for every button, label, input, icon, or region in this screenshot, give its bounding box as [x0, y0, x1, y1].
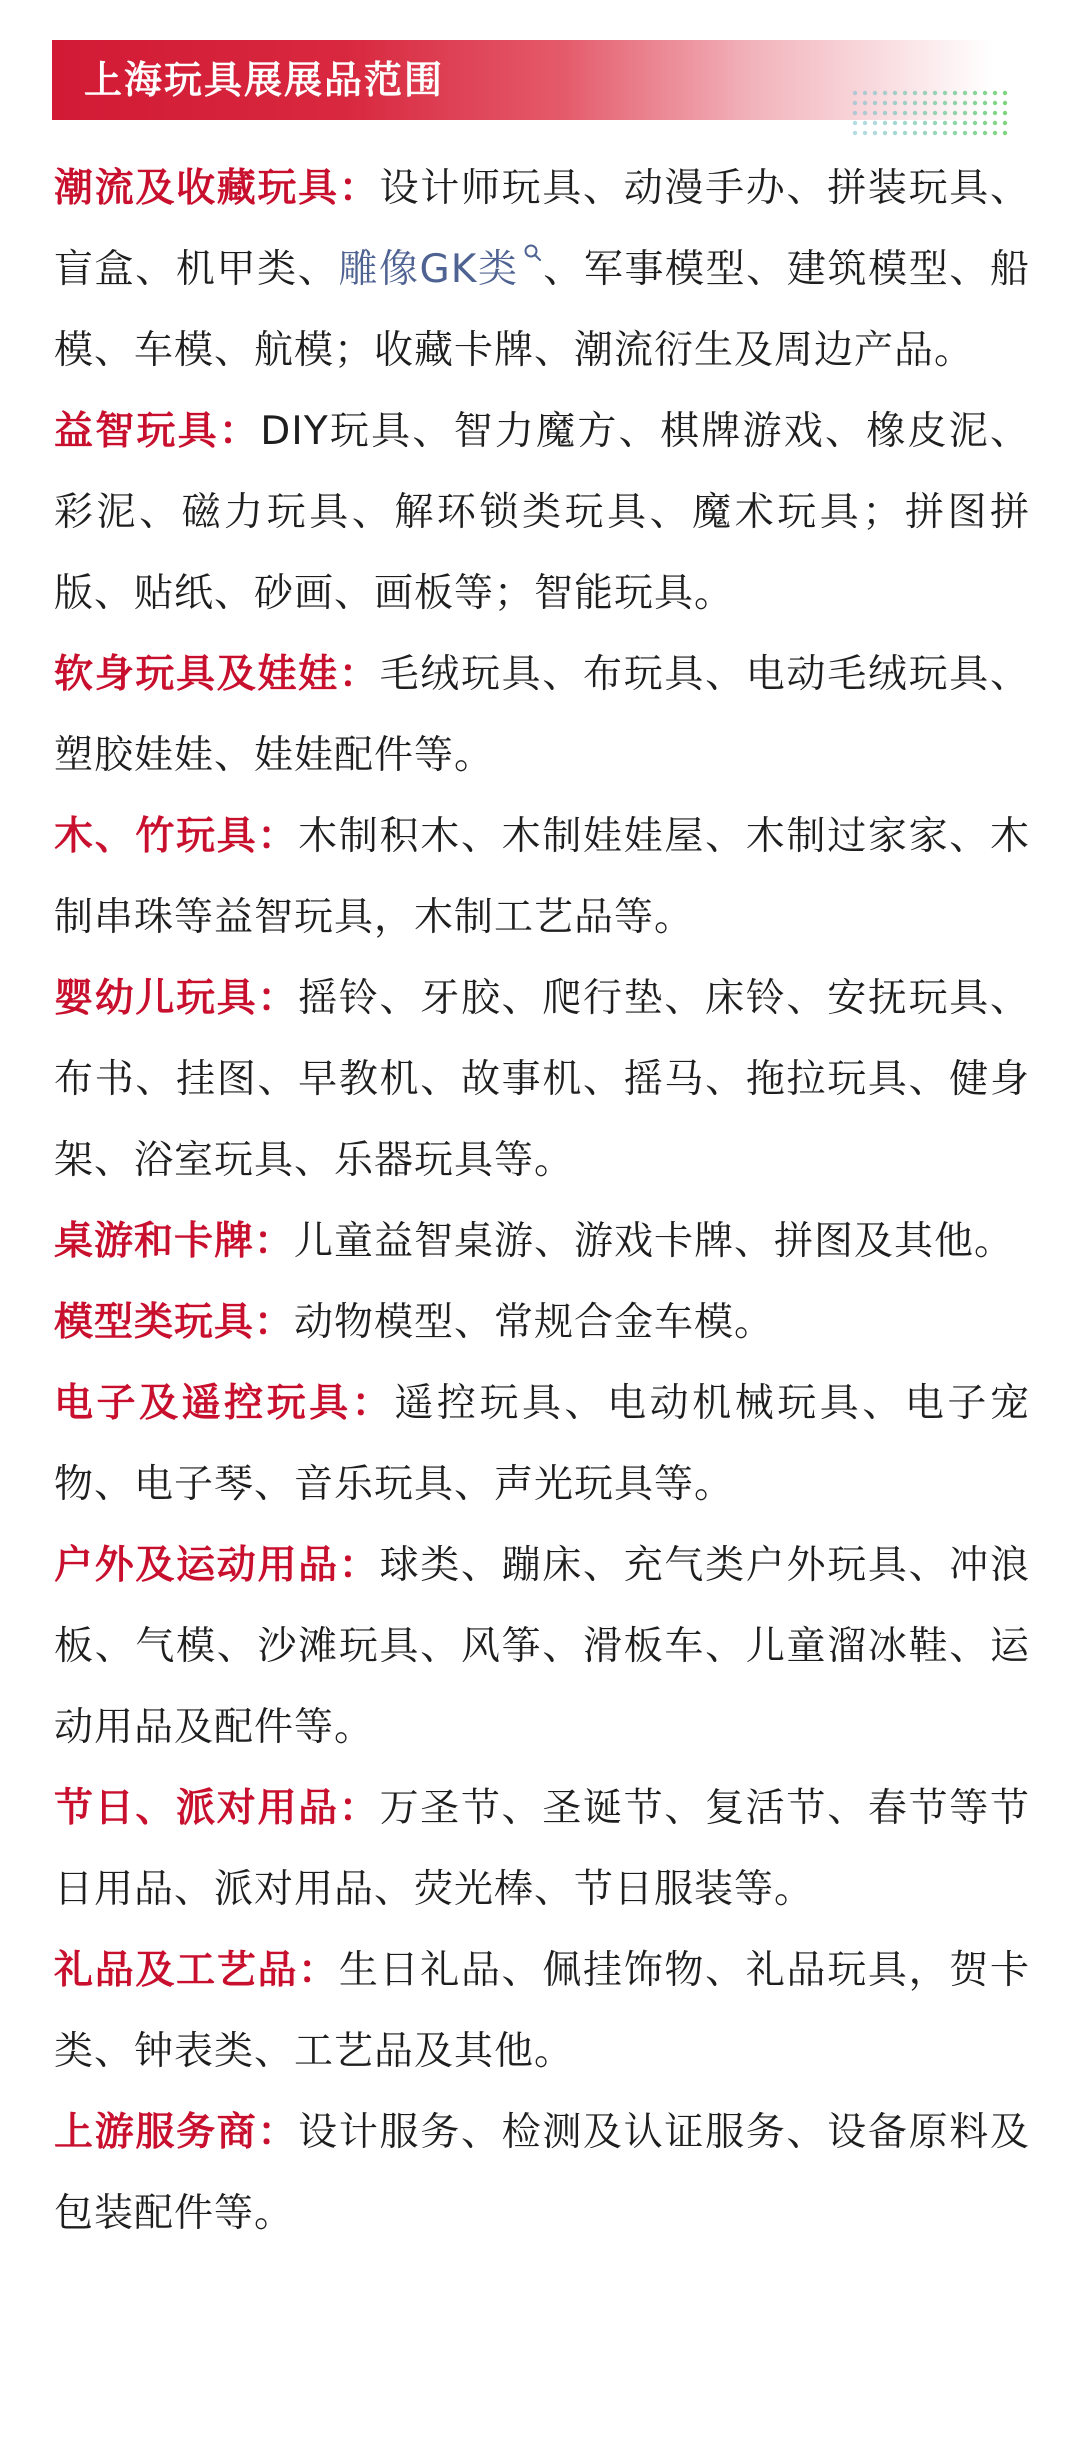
list-item-board-games-cards [54, 1201, 1030, 1282]
decorative-dot [953, 101, 957, 105]
decorative-dot [873, 131, 877, 135]
decorative-dot [963, 91, 967, 95]
list-item-infant-toys [54, 958, 1030, 1201]
decorative-dot [853, 111, 857, 115]
category-label: 潮流及收藏玩具： [54, 166, 380, 211]
decorative-dot [983, 111, 987, 115]
decorative-dot [933, 91, 937, 95]
decorative-dot [863, 121, 867, 125]
list-item-wood-bamboo-toys [54, 796, 1030, 958]
decorative-dot [873, 121, 877, 125]
decorative-dot [903, 121, 907, 125]
category-label: 上游服务商： [54, 2110, 299, 2155]
page-title: 上海玩具展展品范围 [84, 58, 445, 102]
decorative-dot [933, 121, 937, 125]
decorative-dot [923, 101, 927, 105]
list-item-outdoor-sports [54, 1525, 1030, 1768]
decorative-dot [993, 111, 997, 115]
category-description-continued: 、军事模型、建筑模型、船模、车模、航模；收藏卡牌、潮流衍生及周边产品。 [54, 247, 1030, 373]
category-label: 电子及遥控玩具： [54, 1381, 395, 1426]
decorative-dot [943, 111, 947, 115]
decorative-dot [863, 101, 867, 105]
decorative-dot [993, 131, 997, 135]
decorative-dot [913, 121, 917, 125]
decorative-dot [863, 91, 867, 95]
category-description: 设计师玩具、动漫手办、拼装玩具、盲盒、机甲类、 [54, 166, 1030, 292]
decorative-dot [943, 131, 947, 135]
decorative-dot [913, 101, 917, 105]
decorative-dot [853, 131, 857, 135]
decorative-dot [943, 121, 947, 125]
category-description: 毛绒玩具、布玩具、电动毛绒玩具、塑胶娃娃、娃娃配件等。 [54, 652, 1030, 778]
decorative-dot [913, 131, 917, 135]
decorative-dot [923, 131, 927, 135]
decorative-dot [953, 111, 957, 115]
decorative-dot [983, 131, 987, 135]
decorative-dot [973, 111, 977, 115]
decorative-dot [853, 101, 857, 105]
decorative-dot [963, 131, 967, 135]
category-description: DIY玩具、智力魔方、棋牌游戏、橡皮泥、彩泥、磁力玩具、解环锁类玩具、魔术玩具；拼图拼版、贴纸、砂画、画板等；智能玩具。 [54, 409, 1030, 616]
decorative-dot [1003, 101, 1007, 105]
decorative-dot [973, 121, 977, 125]
list-item-holiday-party [54, 1768, 1030, 1930]
list-item-model-toys [54, 1282, 1030, 1363]
decorative-dot [1003, 121, 1007, 125]
decorative-dot [973, 91, 977, 95]
list-item-gifts-crafts [54, 1930, 1030, 2092]
category-label: 软身玩具及娃娃： [54, 652, 380, 697]
decorative-dot [1003, 111, 1007, 115]
category-description: 设计服务、检测及认证服务、设备原料及包装配件等。 [54, 2110, 1030, 2236]
category-label: 桌游和卡牌： [54, 1219, 295, 1264]
category-label: 模型类玩具： [54, 1300, 295, 1345]
decorative-dot [873, 101, 877, 105]
category-label: 益智玩具： [54, 409, 261, 454]
list-item-upstream-services [54, 2092, 1030, 2254]
list-item-educational-toys [54, 391, 1030, 634]
decorative-dot [943, 101, 947, 105]
decorative-dot [953, 131, 957, 135]
decorative-dot [893, 101, 897, 105]
list-item-soft-toys-dolls [54, 634, 1030, 796]
decorative-dot [893, 111, 897, 115]
decorative-dot [973, 101, 977, 105]
decorative-dot [893, 121, 897, 125]
decorative-dot [943, 91, 947, 95]
category-label: 礼品及工艺品： [54, 1948, 339, 1993]
category-description: 遥控玩具、电动机械玩具、电子宠物、电子琴、音乐玩具、声光玩具等。 [54, 1381, 1030, 1507]
category-description: 木制积木、木制娃娃屋、木制过家家、木制串珠等益智玩具，木制工艺品等。 [54, 814, 1030, 940]
decorative-dot [963, 101, 967, 105]
decorative-dot [983, 101, 987, 105]
decorative-dot [993, 91, 997, 95]
decorative-dot [923, 121, 927, 125]
decorative-dot [933, 101, 937, 105]
decorative-dot [903, 101, 907, 105]
decorative-dot [863, 111, 867, 115]
category-label: 节日、派对用品： [54, 1786, 380, 1831]
decorative-dot [883, 111, 887, 115]
category-description: 球类、蹦床、充气类户外玩具、冲浪板、气模、沙滩玩具、风筝、滑板车、儿童溜冰鞋、运动用品及配件等。 [54, 1543, 1030, 1750]
decorative-dot-grid [850, 88, 1010, 138]
decorative-dot [913, 111, 917, 115]
list-item-electronic-rc-toys [54, 1363, 1030, 1525]
decorative-dot [983, 121, 987, 125]
decorative-dot [903, 91, 907, 95]
category-description: 摇铃、牙胶、爬行垫、床铃、安抚玩具、布书、挂图、早教机、故事机、摇马、拖拉玩具、健身架、浴室玩具、乐器玩具等。 [54, 976, 1030, 1183]
category-label: 户外及运动用品： [54, 1543, 380, 1588]
category-label: 婴幼儿玩具： [54, 976, 299, 1021]
statue-gk-link[interactable]: 雕像GK类 [338, 247, 519, 292]
decorative-dot [883, 131, 887, 135]
decorative-dot [853, 121, 857, 125]
decorative-dot [893, 91, 897, 95]
decorative-dot [883, 101, 887, 105]
search-icon[interactable] [523, 243, 543, 263]
decorative-dot [883, 121, 887, 125]
decorative-dot [993, 121, 997, 125]
decorative-dot [873, 91, 877, 95]
category-description: 儿童益智桌游、游戏卡牌、拼图及其他。 [294, 1219, 1015, 1264]
decorative-dot [963, 111, 967, 115]
category-description: 生日礼品、佩挂饰物、礼品玩具，贺卡类、钟表类、工艺品及其他。 [54, 1948, 1030, 2074]
decorative-dot [893, 131, 897, 135]
decorative-dot [863, 131, 867, 135]
category-description: 动物模型、常规合金车模。 [294, 1300, 775, 1345]
decorative-dot [953, 91, 957, 95]
decorative-dot [933, 111, 937, 115]
category-description: 万圣节、圣诞节、复活节、春节等节日用品、派对用品、荧光棒、节日服装等。 [54, 1786, 1030, 1912]
decorative-dot [963, 121, 967, 125]
decorative-dot [953, 121, 957, 125]
decorative-dot [903, 111, 907, 115]
decorative-dot [923, 111, 927, 115]
decorative-dot [913, 91, 917, 95]
decorative-dot [903, 131, 907, 135]
category-label: 木、竹玩具： [54, 814, 299, 859]
decorative-dot [883, 91, 887, 95]
decorative-dot [1003, 131, 1007, 135]
decorative-dot [853, 91, 857, 95]
decorative-dot [1003, 91, 1007, 95]
list-item-trendy-collectible-toys [54, 148, 1030, 391]
decorative-dot [973, 131, 977, 135]
decorative-dot [983, 91, 987, 95]
decorative-dot [873, 111, 877, 115]
decorative-dot [923, 91, 927, 95]
decorative-dot [993, 101, 997, 105]
exhibit-scope-list [54, 148, 1030, 2254]
decorative-dot [933, 131, 937, 135]
